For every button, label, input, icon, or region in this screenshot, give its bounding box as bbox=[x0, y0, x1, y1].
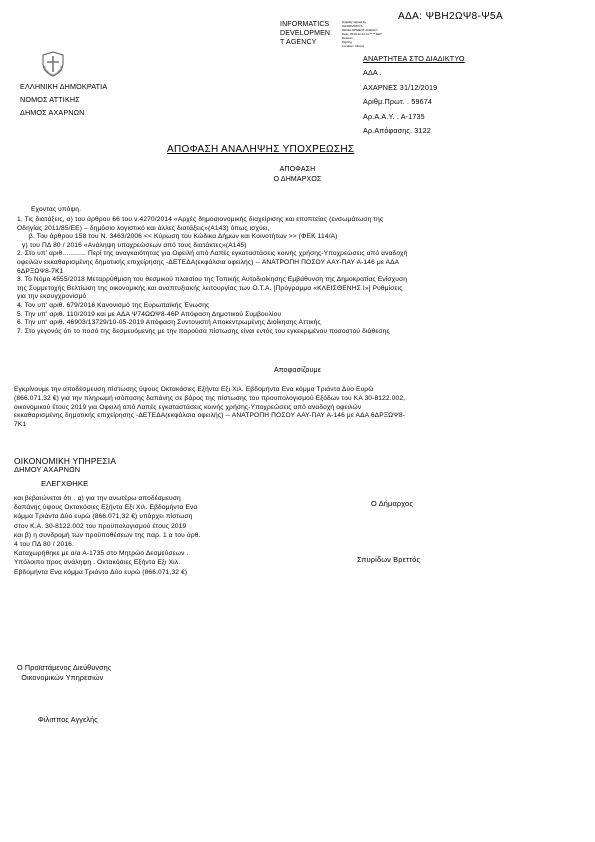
verification-line: κόμμα Τριάντα Δύο ευρώ (866.071,32 €) υπάρχει πίστωση bbox=[14, 513, 193, 521]
consideration-line: 4. Τον υπ' αριθ. 679/2016 Κανονισμό της Ευρωπαϊκής Ένωσης bbox=[17, 301, 210, 309]
mayor-signature-name: Σπυρίδων Βρεττός bbox=[357, 555, 421, 564]
stamp-fine-print: INFORMATICS bbox=[342, 24, 363, 28]
stamp-line: DEVELOPMEN bbox=[280, 30, 331, 37]
stamp-fine-print: Date: 2019.12.31 11:**:** EET bbox=[342, 32, 382, 36]
decision-text bbox=[14, 386, 589, 430]
commitment-number: Αρ.Α.Α.Υ. . Α-1735 bbox=[363, 111, 425, 121]
protocol-number: Αριθμ.Πρωτ. . 59674 bbox=[363, 97, 433, 106]
page-title: ΑΠΟΦΑΣΗ ΑΝΑΛΗΨΗΣ ΥΠΟΧΡΕΩΣΗΣ bbox=[167, 144, 355, 155]
greek-coat-of-arms-icon bbox=[41, 51, 65, 77]
ada-reference: ΑΔΑ . bbox=[363, 68, 382, 77]
verification-line: και βεβαιώνεται ότι . α) για την ανωτέρω αποδέσμευση bbox=[14, 495, 181, 502]
consideration-line: της Συμμετοχής Βελτίωση της οικονομικής και αναπτυξιακής λειτουργίας των Ο.Τ.Α. [Πρόγραμμα «ΚΛΕΙΣΘΕΝΗΣ Ι»] Ρυθμίσεις bbox=[17, 284, 403, 292]
consideration-line: 1. Τις διατάξεις, α) του άρθρου 66 του ν.4270/2014 «Αρχές δημοσιονομικής διαχείρισης και εποπτείας (ενσωμάτωση της bbox=[17, 216, 384, 223]
decision-line: Εγκρίνουμε την αποδέσμευση πίστωσης ύψους Οκτακόσιες Εξήντα Εξι Χιλ. Εβδομήντα Ενα κόμμα Τριάντα Δύο Ευρώ bbox=[14, 386, 374, 393]
document-date: ΑΧΑΡΝΕΣ 31/12/2019 bbox=[363, 82, 438, 92]
decision-label: ΑΠΟΦΑΣΗ bbox=[279, 166, 316, 173]
verification-line: Εβδομήντα Ενα κόμμα Τριάντα Δύο ευρώ (866.071,32 €) bbox=[14, 568, 188, 576]
mayor-label: Ο ΔΗΜΑΡΧΟΣ bbox=[273, 176, 322, 183]
stamp-fine-print: Digitally signed by bbox=[342, 20, 367, 24]
finance-head-title: Ο Προϊστάμενος Διεύθυνσης bbox=[17, 663, 112, 672]
verification-line: Υπόλοιπο προς ανάληψη . Οκτακόσιες Εξήντα Εξι Χιλ. bbox=[14, 559, 181, 567]
decision-number: Αρ.Απόφασης. 3122 bbox=[363, 126, 431, 135]
verification-line: δαπάνης ύψους Οκτακόσιες Εξήντα Εξι Χιλ. Εβδομήντα Ενα bbox=[14, 504, 198, 512]
consideration-line: 2. Στο υπ' αριθ............ Περί της αναγκαιότητας για Οφειλή από Λαπές εγκαταστάσεις κοινής χρήσης-Υποχρεώσεις από αναδοχή bbox=[17, 250, 408, 258]
verification-text bbox=[14, 494, 304, 577]
stamp-line: T AGENCY bbox=[280, 39, 317, 46]
checked-label: ΕΛΕΓΧΘΗΚΕ bbox=[41, 479, 89, 488]
consideration-line: Οδηγίας 2011/85/ΕΕ) – δημόσιο λογιστικό και άλλες διατάξεις»(Α143) όπως ισχύει, bbox=[17, 224, 270, 232]
considerations-list bbox=[17, 216, 587, 336]
consideration-line: γ) του ΠΔ 80 / 2016 «Ανάληψη υποχρεώσεων από τους διατάκτες»(Α145) bbox=[22, 241, 247, 249]
stamp-fine-print: Reason: bbox=[342, 36, 354, 40]
municipality-label: ΔΗΜΟΣ ΑΧΑΡΝΩΝ bbox=[20, 108, 85, 117]
consideration-line: 6ΔΡΞΩΨ8-7Κ1 bbox=[17, 267, 64, 275]
prefecture-label: ΝΟΜΟΣ ΑΤΤΙΚΗΣ bbox=[20, 95, 80, 104]
stamp-fine-print: DEVELOPMENT AGENCY bbox=[342, 28, 378, 32]
verification-line: 4 του ΠΔ 80 / 2016. bbox=[14, 541, 74, 549]
consideration-line: 5. Την υπ' αριθ. 110/2019 και με ΑΔΑ Ψ74ΩΩΨ8-46Ρ Απόφαση Δημοτικού Συμβουλίου bbox=[17, 310, 282, 318]
consideration-line: 7. Στο γεγονός ότι το ποσό της δεσμευόμενης με την παρούσα πίστωσης είναι εντός του εγκεκριμένου ποσοστού διάθεσης bbox=[17, 327, 390, 335]
finance-service-label: ΟΙΚΟΝΟΜΙΚΗ ΥΠΗΡΕΣΙΑ bbox=[14, 456, 117, 466]
verification-line: στον Κ.Α. 30-8122.002 του προϋπολογισμού έτους 2019 bbox=[14, 522, 187, 530]
consideration-line: για την εκσυγχρονισμό bbox=[17, 293, 87, 301]
republic-label: ΕΛΛΗΝΙΚΗ ΔΗΜΟΚΡΑΤΙΑ bbox=[20, 82, 108, 91]
stamp-line: INFORMATICS bbox=[280, 21, 330, 28]
decision-line: 7Κ1 bbox=[14, 421, 27, 429]
consideration-line: οφειλών εκκαθαρισμένης δημοτικής επιχείρησης -ΔΕΤΕΔΑ(εκφάλσια οφειλής) -- ΑΝΑΤΡΟΠΗ ΠΟΣΟΥ ΑΑΥ-ΠΑΥ Α-146 με ΑΔΑ bbox=[17, 258, 400, 266]
verification-line: Καταχωρήθηκε με α/α Α-1735 στο Μητρώο Δεσμεύσεων . bbox=[14, 550, 189, 558]
consideration-line: 6. Την υπ' αριθ. 46903/13729/10-05-2019 Απόφαση Συντονιστή Αποκεντρωμένης Διοίκησης Αττικής bbox=[17, 319, 321, 327]
decision-line: οικονομικού έτους 2019 για Οφειλή από Λαπές εγκαταστάσεις κοινής χρήσης-Υποχρεώσεις από αναδοχή οφειλών bbox=[14, 403, 362, 411]
having-regard-label: Εχοντας υπόψη. bbox=[31, 206, 82, 213]
document-reference-block bbox=[363, 68, 437, 141]
issuer-header bbox=[20, 82, 107, 121]
ada-code: ΑΔΑ: ΨΒΗ2ΩΨ8-Ψ5Α bbox=[398, 11, 504, 22]
finance-municipality-label: ΔΗΜΟΥ ΑΧΑΡΝΩΝ bbox=[14, 465, 81, 474]
verification-line: και β) η συνδρομή των προϋποθέσεων της παρ. 1 α του άρθ. bbox=[14, 531, 201, 539]
finance-head-subtitle: Οικονομικών Υπηρεσιών bbox=[17, 673, 104, 682]
finance-head-name: Φίλιππος Αγγελής bbox=[38, 715, 98, 724]
stamp-fine-print: Location: Athens bbox=[342, 44, 365, 48]
decide-label: Αποφασίζουμε bbox=[273, 367, 322, 374]
decision-line: (866.071,32 €) για την πληρωμή ισόποσης δαπάνης σε βάρος της πίστωσης του προυπολογισμού Εξόδων του ΚΑ 30-8122.002, bbox=[14, 394, 406, 402]
mayor-signature-title: Ο Δήμαρχος bbox=[371, 499, 414, 508]
consideration-line: 3. Το Νόμο 4555/2018 Μεταρρύθμιση του θεσμικού πλαισίου της Τοπικής Αυτοδιοίκησης Εμβάθυνση της Δημοκρατίας Ενίσχυση bbox=[17, 276, 408, 284]
stamp-fine-print: Signing bbox=[342, 40, 353, 44]
post-online-label: ΑΝΑΡΤΗΤΕΑ ΣΤΟ ΔΙΑΔΙΚΤΥΟ bbox=[363, 54, 465, 63]
consideration-line: β. Του άρθρου 158 του Ν. 3463/2006 << Κύρωση του Κώδικα Δήμων και Κοινοτήτων >> (ΦΕΚ 114/Α) bbox=[29, 233, 338, 241]
decision-line: εκκαθαρισμένης δημοτικής επιχείρησης -ΔΕΤΕΔΑ(εκφάλσια οφειλής) -- ΑΝΑΤΡΟΠΗ ΠΟΣΟΥ ΑΑΥ-ΠΑΥ Α-146 με ΑΔΑ 6ΔΡΞΩΨ8- bbox=[14, 412, 406, 420]
